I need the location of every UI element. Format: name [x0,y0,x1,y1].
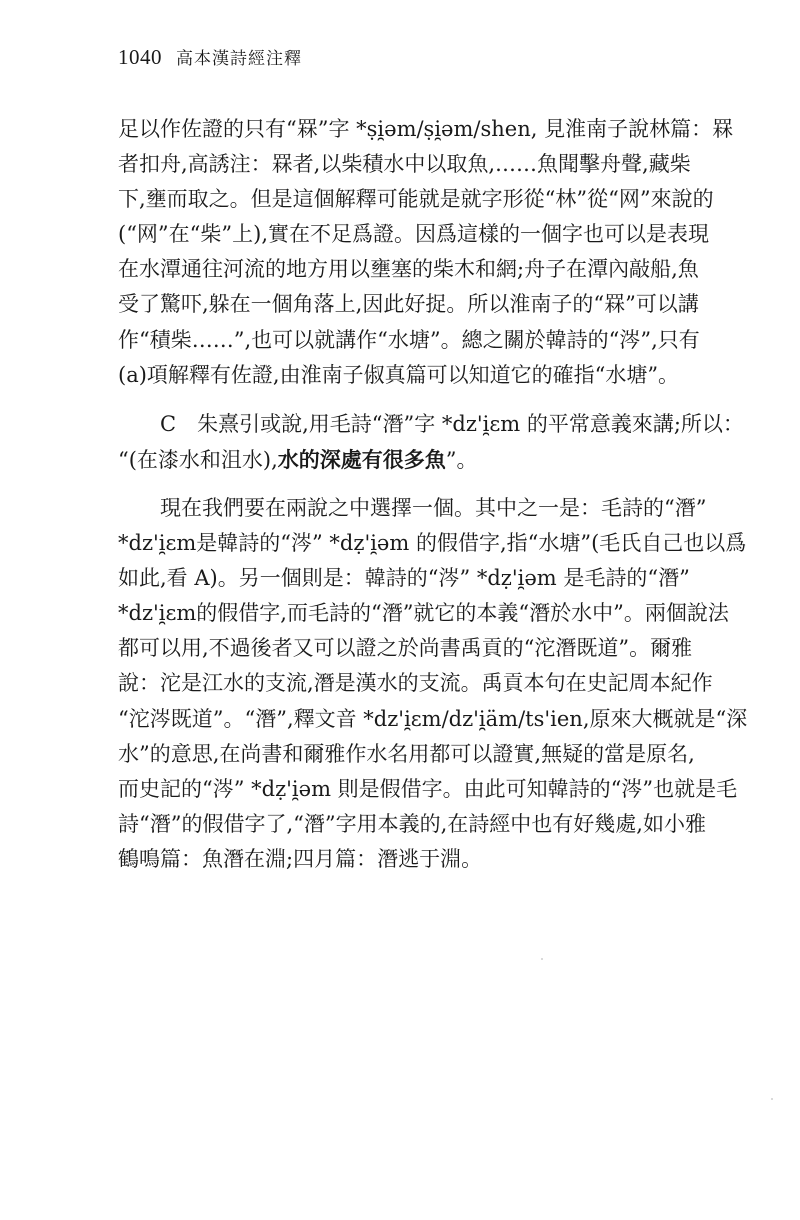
text-line: 下,壅而取之。但是這個解釋可能就是就字形從“林”從“网”來說的 [118,187,714,212]
paragraph-1 [118,112,758,393]
text-line: 足以作佐證的只有“罧”字 *ṣi̯əm/ṣi̯əm/shen, 見淮南子說林篇：罧 [118,117,734,141]
text-line: 者扣舟,高誘注：罧者,以柴積水中以取魚,……魚聞擊舟聲,藏柴 [118,152,691,177]
scan-speck [541,958,543,960]
text-line-mixed [118,442,758,477]
scan-speck [771,1098,773,1100]
text-line: 都可以用,不過後者又可以證之於尚書禹貢的“沱潛既道”。爾雅 [118,636,693,661]
text-line: 而史記的“涔” *dẓ'i̯əm 則是假借字。由此可知韓詩的“涔”也就是毛 [118,776,738,801]
text-line: 作“積柴……”,也可以就講作“水塘”。總之關於韓詩的“涔”,只有 [118,327,700,352]
running-head [118,44,302,74]
text-line: 詩“潛”的假借字了,“潛”字用本義的,在詩經中也有好幾處,如小雅 [118,811,706,836]
text-line: *dz'i̯ɛm是韓詩的“涔” *dẓ'i̯əm 的假借字,指“水塘”(毛氏自己也以爲 [118,531,747,556]
paragraph-2 [118,407,758,477]
text-line: *dz'i̯ɛm的假借字,而毛詩的“潛”就它的本義“潛於水中”。兩個說法 [118,601,729,626]
bold-phrase: 水的深處有很多魚 [277,446,446,472]
text-line: C 朱熹引或說,用毛詩“潛”字 *dz'i̯ɛm 的平常意義來講;所以： [160,411,744,436]
text-line: (a)項解釋有佐證,由淮南子俶真篇可以知道它的確指“水塘”。 [118,362,680,387]
page-number: 1040 [118,45,162,69]
text-line: 水”的意思,在尚書和爾雅作水名用都可以證實,無疑的當是原名, [118,741,695,766]
text-line: 說：沱是江水的支流,潛是漢水的支流。禹貢本句在史記周本紀作 [118,671,713,696]
book-title: 高本漢詩經注釋 [176,49,302,69]
text-line: 受了驚吓,躲在一個角落上,因此好捉。所以淮南子的“罧”可以講 [118,292,699,317]
text-line: 現在我們要在兩說之中選擇一個。其中之一是：毛詩的“潛” [160,495,707,520]
text-line: “沱涔既道”。“潛”,釋文音 *dz'i̯ɛm/dz'i̯äm/ts'ien,原來大概就是“深 [118,706,748,731]
text-line: 在水潭通往河流的地方用以壅塞的柴木和網;舟子在潭內敲船,魚 [118,257,699,282]
text-segment: “(在漆水和沮水), [118,447,278,472]
text-line: 鶴鳴篇：魚潛在淵;四月篇：潛逃于淵。 [118,846,483,871]
text-segment: ”。 [445,447,478,472]
body-text [118,112,758,877]
paragraph-3 [118,491,758,877]
text-line: (“网”在“柴”上),實在不足爲證。因爲這樣的一個字也可以是表現 [118,222,710,247]
text-line: 如此,看 A)。另一個則是：韓詩的“涔” *dẓ'i̯əm 是毛詩的“潛” [118,566,690,591]
